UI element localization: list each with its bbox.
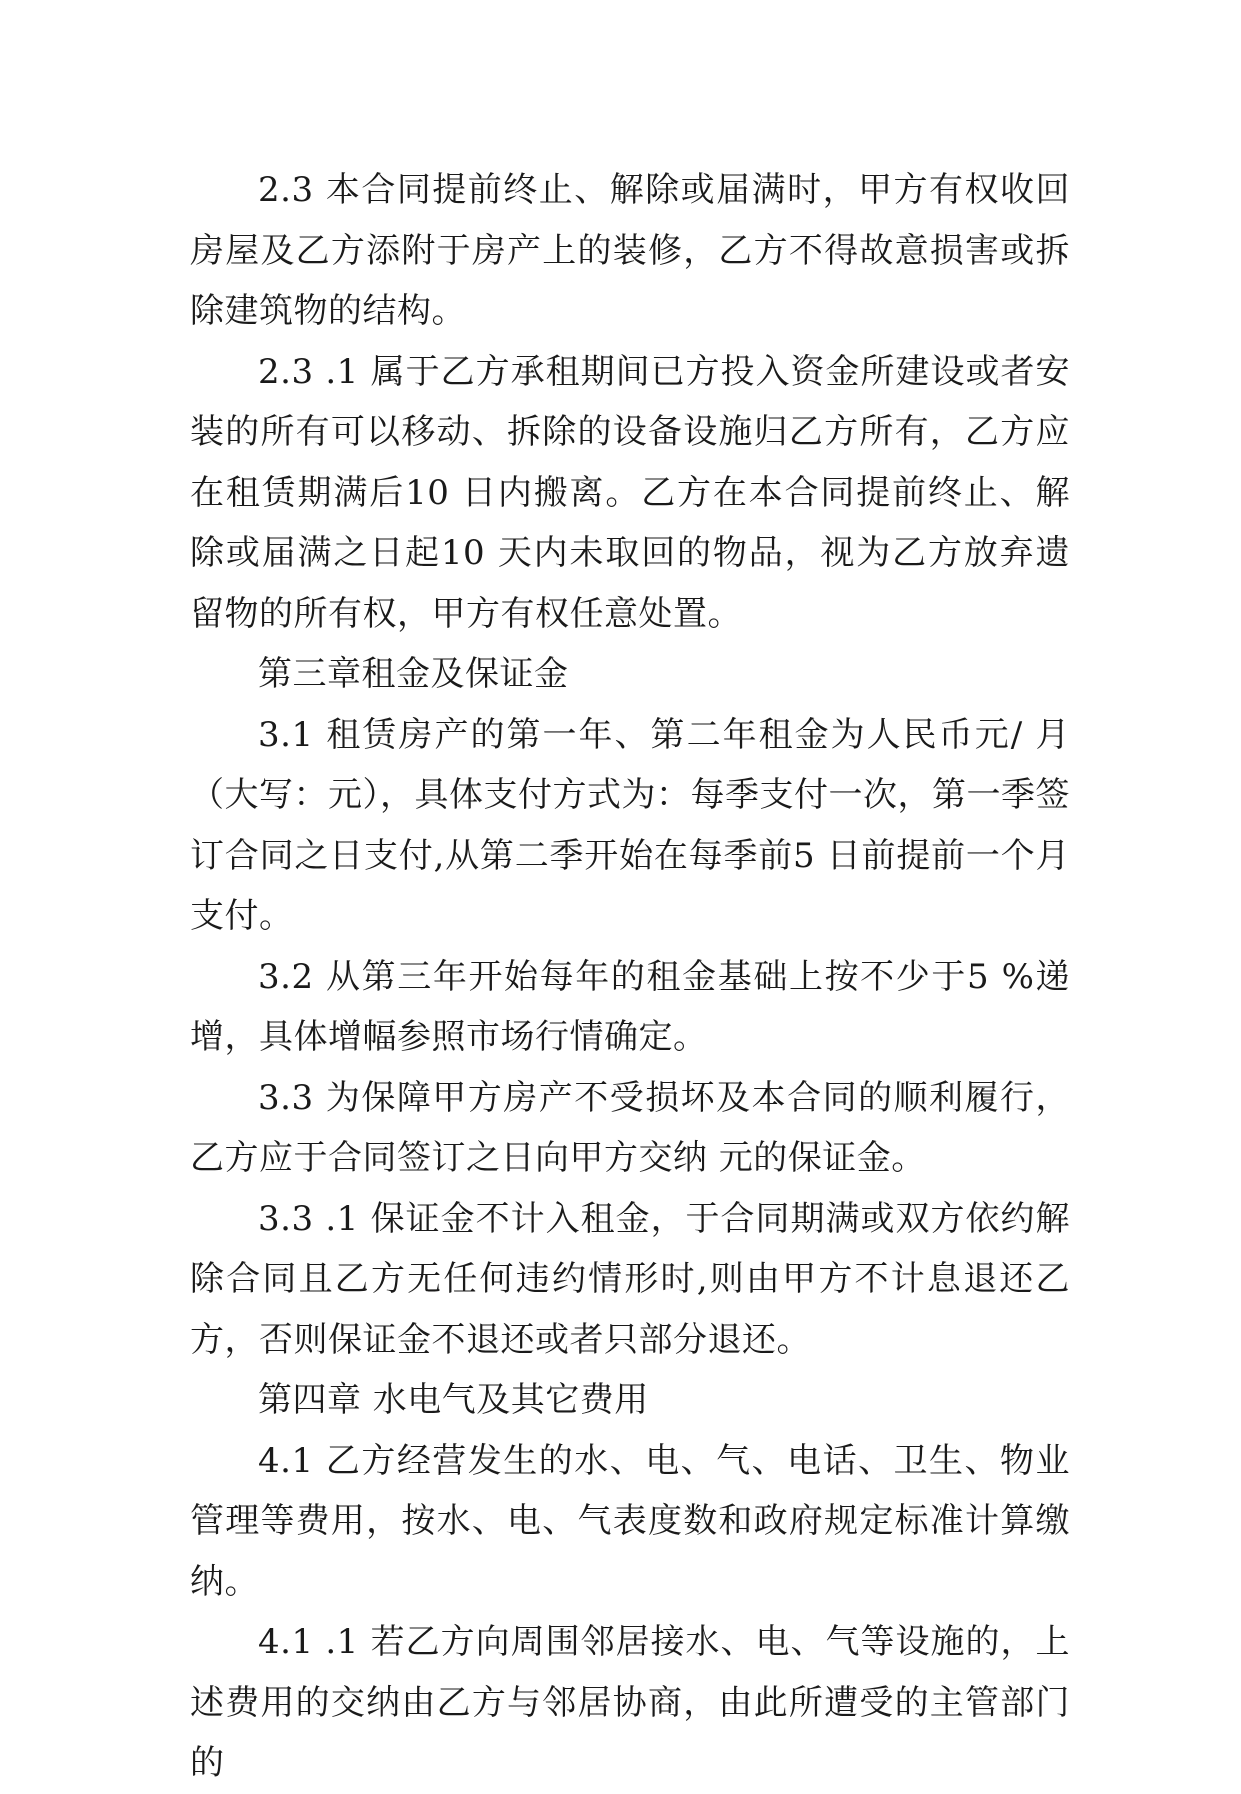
clause-4-1: 4.1 乙方经营发生的水、电、气、电话、卫生、物业管理等费用，按水、电、气表度数和政府规定标准计算缴纳。 — [190, 1440, 1070, 1602]
clause-3-1: 3.1 租赁房产的第一年、第二年租金为人民币元/ 月（大写：元），具体支付方式为：每季支付一次，第一季签订合同之日支付,从第二季开始在每季前5 日前提前一个月支付。 — [190, 714, 1070, 936]
clause-2-3: 2.3 本合同提前终止、解除或届满时，甲方有权收回房屋及乙方添附于房产上的装修，乙方不得故意损害或拆除建筑物的结构。 — [190, 170, 1070, 331]
clause-3-3-1: 3.3 .1 保证金不计入租金，于合同期满或双方依约解除合同且乙方无任何违约情形时,则由甲方不计息退还乙方，否则保证金不退还或者只部分退还。 — [190, 1198, 1070, 1360]
clause-2-3-1: 2.3 .1 属于乙方承租期间已方投入资金所建设或者安装的所有可以移动、拆除的设备设施归乙方所有，乙方应在租赁期满后10 日内搬离。乙方在本合同提前终止、解除或届满之日起10 天内未取回的物品，视为乙方放弃遗留物的所有权，甲方有权任意处置。 — [190, 351, 1070, 634]
chapter-3-heading: 第三章租金及保证金 — [258, 654, 569, 694]
document-body — [190, 160, 1070, 1794]
clause-3-2: 3.2 从第三年开始每年的租金基础上按不少于5 %递增，具体增幅参照市场行情确定。 — [190, 956, 1070, 1057]
clause-3-3: 3.3 为保障甲方房产不受损坏及本合同的顺利履行，乙方应于合同签订之日向甲方交纳 元的保证金。 — [190, 1077, 1070, 1178]
chapter-4-heading: 第四章 水电气及其它费用 — [258, 1380, 649, 1420]
clause-4-1-1: 4.1 .1 若乙方向周围邻居接水、电、气等设施的，上述费用的交纳由乙方与邻居协商，由此所遭受的主管部门的 — [190, 1622, 1070, 1783]
